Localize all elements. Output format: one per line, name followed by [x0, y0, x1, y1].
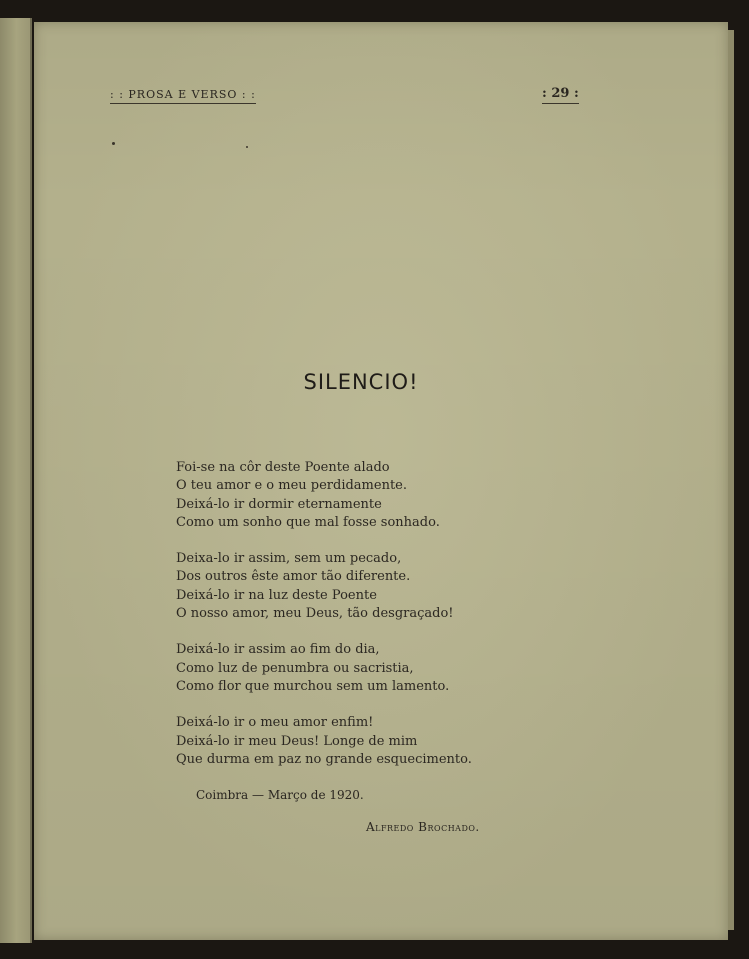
paper-speck: [246, 146, 248, 148]
stanza-3: [176, 641, 596, 696]
verse-line: Foi-se na côr deste Poente alado: [176, 460, 390, 475]
verse-line: Dos outros êste amor tão diferente.: [176, 569, 411, 585]
stanza-2: [176, 550, 596, 623]
verse-line: Que durma em paz no grande esquecimento.: [176, 751, 472, 767]
verse-line: Deixa-lo ir assim, sem um pecado,: [176, 551, 402, 567]
verse-line: O teu amor e o meu perdidamente.: [176, 478, 407, 494]
verse-line: Como luz de penumbra ou sacristia,: [176, 660, 414, 676]
paper-speck: [112, 142, 115, 145]
verse-line: Como um sonho que mal fosse sonhado.: [176, 514, 440, 530]
page-right-edge: [728, 30, 734, 930]
stanza-1: [176, 459, 596, 532]
verse-line: Deixá-lo ir meu Deus! Longe de mim: [176, 733, 418, 749]
place-date: Coimbra — Março de 1920.: [196, 788, 364, 802]
running-head: : : PROSA E VERSO : :: [110, 88, 256, 104]
author-signature: Alfredo Brochado.: [366, 820, 480, 834]
facing-page-edge: [0, 18, 32, 943]
page-number: : 29 :: [542, 86, 579, 104]
verse-line: Como flor que murchou sem um lamento.: [176, 678, 450, 694]
verse-line: Deixá-lo ir na luz deste Poente: [176, 587, 377, 603]
poem-body: [176, 459, 596, 787]
poem-title: SILENCIO!: [303, 370, 419, 394]
verse-line: Deixá-lo ir assim ao fim do dia,: [176, 642, 380, 658]
verse-line: O nosso amor, meu Deus, tão desgraçado!: [176, 606, 454, 622]
verse-line: Deixá-lo ir dormir eternamente: [176, 496, 382, 512]
book-page: [34, 22, 728, 940]
stanza-4: [176, 714, 596, 769]
verse-line: Deixá-lo ir o meu amor enfim!: [176, 715, 374, 731]
